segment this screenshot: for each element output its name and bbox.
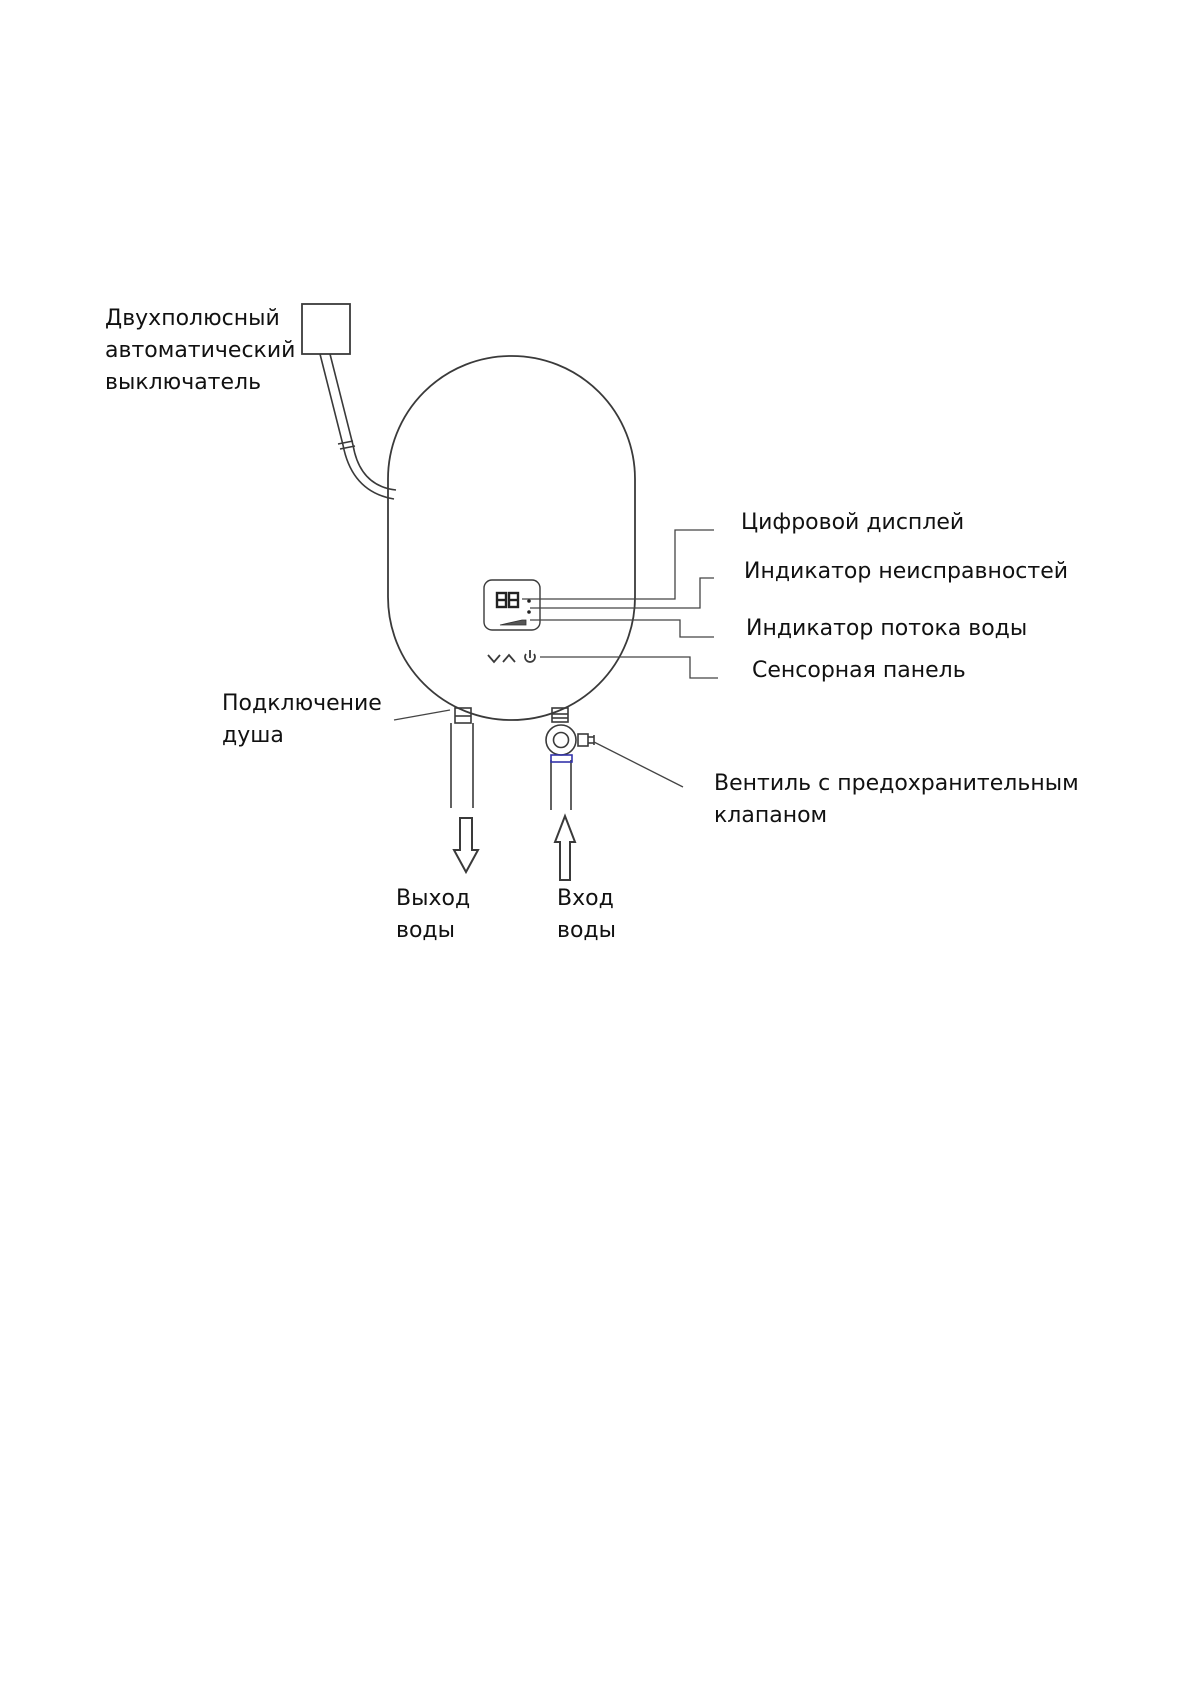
safety-valve bbox=[546, 725, 594, 762]
leader-lines bbox=[394, 530, 718, 787]
inlet-pipe bbox=[551, 708, 571, 810]
display-digits-segments bbox=[497, 593, 518, 607]
digital-display-label bbox=[741, 507, 964, 539]
power-icon[interactable] bbox=[525, 650, 535, 662]
water-in-label bbox=[557, 883, 616, 947]
water-out-label-line-2: воды bbox=[396, 918, 456, 943]
water-in-arrow bbox=[555, 816, 575, 880]
water-out-label bbox=[396, 883, 470, 947]
water-out-label-line-1: Выход bbox=[396, 886, 471, 911]
shower-connection-label-line-1: Подключение bbox=[222, 691, 382, 716]
shower-connection-label bbox=[222, 688, 382, 752]
flow-indicator-bar bbox=[500, 620, 526, 625]
heater-body bbox=[388, 356, 635, 720]
digital-display-label-text: Цифровой дисплей bbox=[741, 510, 965, 535]
flow-indicator-label bbox=[746, 613, 1027, 645]
water-in-label-line-1: Вход bbox=[557, 886, 614, 911]
breaker-label bbox=[105, 303, 295, 399]
shower-connection-label-line-2: душа bbox=[222, 723, 284, 748]
outlet-pipe bbox=[451, 708, 473, 808]
circuit-breaker-box bbox=[302, 304, 350, 354]
valve-label-line-2: клапаном bbox=[714, 803, 828, 828]
valve-label-line-1: Вентиль с предохранительным bbox=[714, 771, 1079, 796]
touch-panel-label-text: Сенсорная панель bbox=[752, 658, 966, 683]
flow-indicator-dot bbox=[527, 599, 531, 603]
chevron-up-icon[interactable] bbox=[503, 655, 515, 662]
flow-indicator-label-text: Индикатор потока воды bbox=[746, 616, 1028, 641]
chevron-down-icon[interactable] bbox=[488, 655, 500, 662]
water-in-label-line-2: воды bbox=[557, 918, 617, 943]
fault-indicator-label-text: Индикатор неисправностей bbox=[744, 559, 1069, 584]
breaker-label-line-2: автоматический bbox=[105, 338, 296, 363]
fault-indicator-label bbox=[744, 556, 1068, 588]
breaker-label-line-3: выключатель bbox=[105, 370, 262, 395]
display-digits-text: 88 bbox=[1, 1, 3, 2]
valve-label bbox=[714, 768, 1079, 832]
water-out-arrow bbox=[454, 818, 478, 872]
breaker-label-line-1: Двухполюсный bbox=[105, 306, 280, 331]
power-cable bbox=[320, 354, 396, 499]
touch-panel-label bbox=[752, 655, 966, 687]
fault-indicator-dot bbox=[527, 610, 531, 614]
